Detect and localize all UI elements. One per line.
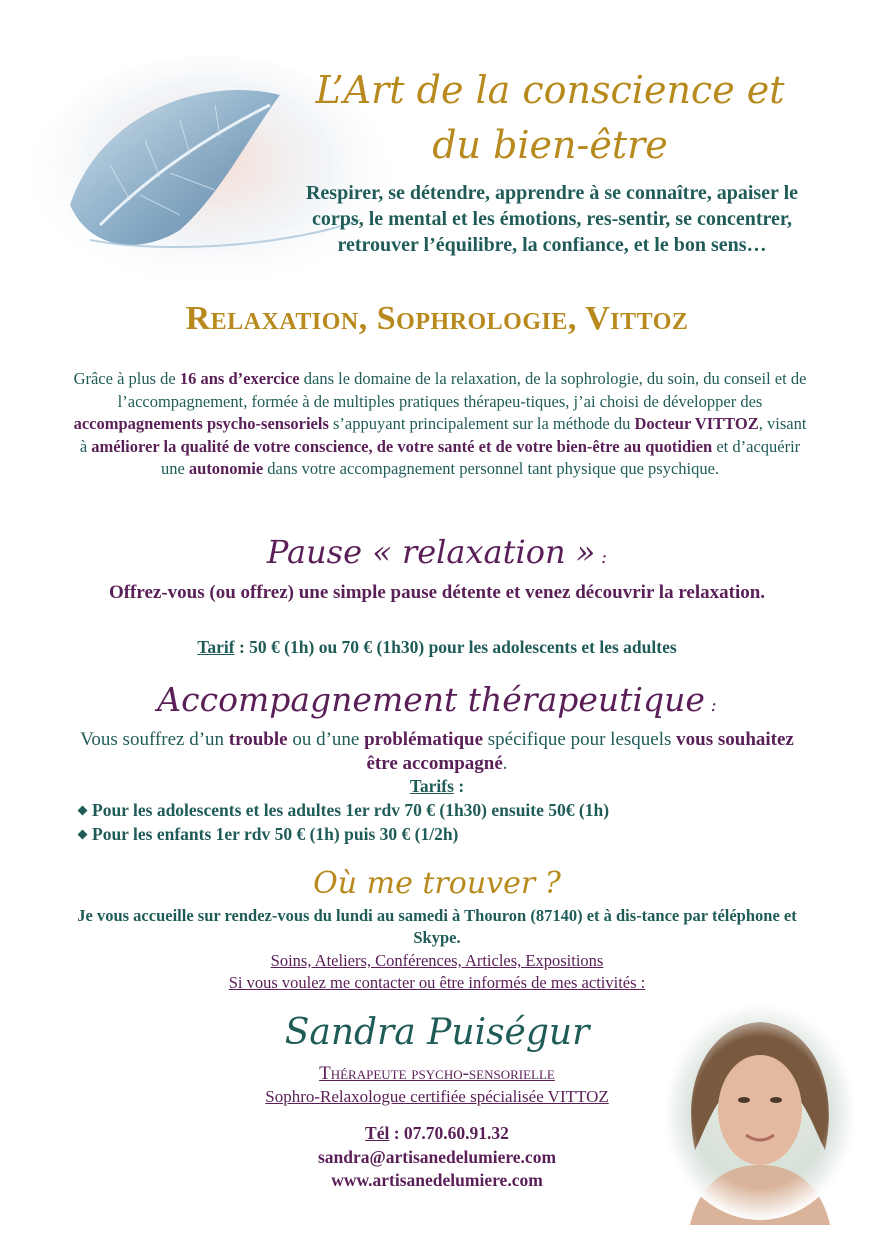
accompagnement-text-3: spécifique pour lesquels xyxy=(483,729,677,750)
therapist-name: Sandra Puiségur xyxy=(284,1012,590,1053)
body-highlight-1: 16 ans d’exercice xyxy=(179,369,300,388)
tarif-bullet-children-text: Pour les enfants 1er rdv 50 € (1h) puis 30 € (1/2h) xyxy=(92,824,459,844)
intro-text: Respirer, se détendre, apprendre à se connaître, apaiser le corps, le mental et les émotions, res-sentir, se concentrer, retrouver l’équilibre, la confiance, et le bon sens… xyxy=(305,182,798,256)
body-highlight-4: améliorer la qualité de votre conscience, de votre santé et de votre bien-être au quotidien xyxy=(91,436,713,456)
tarif-bullet-adults-text: Pour les adolescents et les adultes 1er rdv 70 € (1h30) ensuite 50€ (1h) xyxy=(92,800,610,820)
presentation-paragraph xyxy=(70,368,810,481)
body-highlight-5: autonomie xyxy=(188,459,264,478)
tarifs-label-colon: : xyxy=(453,776,465,796)
pause-text: Offrez-vous (ou offrez) une simple pause détente et venez découvrir la relaxation. xyxy=(108,582,766,603)
tarif-bullet-children xyxy=(75,824,458,845)
links-block xyxy=(0,950,874,994)
therapist-certification: Sophro-Relaxologue certifiée spécialisée VITTOZ xyxy=(265,1087,609,1106)
accompagnement-highlight-1: trouble xyxy=(228,729,288,750)
pause-tarif-label: Tarif xyxy=(197,637,235,657)
pause-tarif xyxy=(0,637,874,658)
pause-tarif-text: : 50 € (1h) ou 70 € (1h30) pour les adolescents et les adultes xyxy=(234,637,677,657)
accompagnement-text xyxy=(70,728,804,776)
accompagnement-heading-text: Accompagnement thérapeutique xyxy=(157,680,705,719)
body-text-1: Grâce à plus de xyxy=(73,369,180,388)
body-text-2: dans le domaine de la relaxation, de la sophrologie, du soin, du conseil et de l’accompagnement, formée à de multiples pratiques thérapeu-tiques, j’ai choisi de développer des xyxy=(117,369,807,411)
website-address[interactable]: www.artisanedelumiere.com xyxy=(331,1170,543,1190)
accompagnement-text-2: ou d’une xyxy=(287,729,365,750)
body-text-6: dans votre accompagnement personnel tant physique que psychique. xyxy=(263,459,720,478)
accompagnement-text-4: . xyxy=(502,753,508,774)
body-highlight-3: Docteur VITTOZ xyxy=(634,414,759,433)
body-text-4: , visant à xyxy=(79,414,807,456)
tarif-bullet-adults xyxy=(75,800,609,821)
phone-number: : 07.70.60.91.32 xyxy=(389,1123,509,1143)
where-heading: Où me trouver ? xyxy=(313,866,561,901)
phone-label: Tél xyxy=(365,1123,390,1143)
tarifs-label xyxy=(0,776,874,797)
pause-heading xyxy=(0,533,874,571)
tarifs-label-text: Tarifs xyxy=(409,776,454,796)
email-address[interactable]: sandra@artisanedelumiere.com xyxy=(317,1147,557,1167)
page-title-line-2: du bien-être xyxy=(432,123,668,167)
accompagnement-heading-colon: : xyxy=(704,695,717,716)
accompagnement-highlight-3: vous souhaitez être accompagné xyxy=(366,729,794,774)
where-text: Je vous accueille sur rendez-vous du lundi au samedi à Thouron (87140) et à dis-tance par téléphone et Skype. xyxy=(77,906,797,947)
body-highlight-2: accompagnements psycho-sensoriels xyxy=(73,414,329,433)
contact-link[interactable]: Si vous voulez me contacter ou être informés de mes activités : xyxy=(228,973,646,992)
accompagnement-text-1: Vous souffrez d’un xyxy=(80,729,229,750)
methods-heading: Relaxation, Sophrologie, Vittoz xyxy=(185,300,689,337)
activities-link[interactable]: Soins, Ateliers, Conférences, Articles, Expositions xyxy=(270,951,604,970)
pause-heading-text: Pause « relaxation » xyxy=(266,533,596,571)
diamond-bullet-icon xyxy=(78,806,88,816)
portrait-photo xyxy=(660,1000,860,1225)
body-text-3: s’appuyant principalement sur la méthode du xyxy=(328,414,635,433)
diamond-bullet-icon xyxy=(78,830,88,840)
accompagnement-highlight-2: problématique xyxy=(364,729,484,750)
accompagnement-heading xyxy=(0,680,874,719)
therapist-job: Thérapeute psycho-sensorielle xyxy=(319,1063,555,1084)
page-title-line-1: L’Art de la conscience et xyxy=(315,68,785,112)
pause-heading-colon: : xyxy=(595,547,608,568)
body-text-5: et d’acquérir une xyxy=(160,436,801,478)
